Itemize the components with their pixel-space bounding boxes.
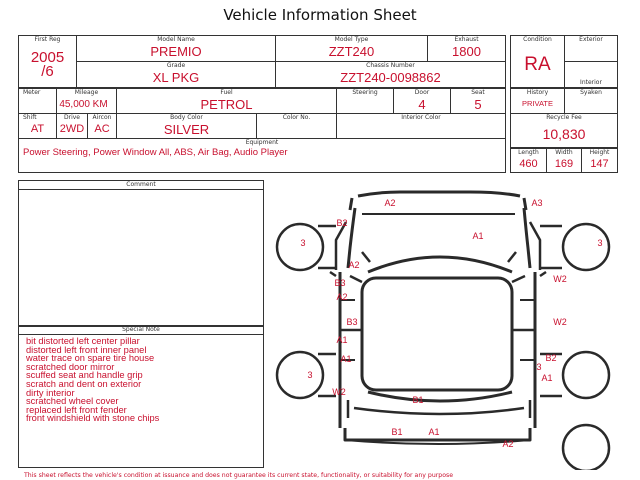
special-note-line: scratched door mirror (26, 361, 115, 372)
drive-cell (57, 114, 88, 139)
rear-left-wheel (277, 352, 323, 398)
special-note-line: water trace on spare tire house (26, 353, 155, 364)
dimensions-table (510, 148, 618, 173)
condition-table (510, 35, 618, 88)
exterior-label: Exterior (579, 36, 603, 43)
mileage-cell (57, 89, 117, 114)
interior-cell (565, 62, 618, 88)
interior-label: Interior (580, 79, 602, 86)
damage-mark: W2 (553, 317, 567, 327)
drive-value: 2WD (59, 123, 85, 135)
shift-label: Shift (23, 114, 37, 121)
special-note-list (19, 335, 263, 423)
width-cell (547, 149, 582, 173)
equipment-cell (19, 139, 506, 173)
mileage-value: 45,000 KM (59, 99, 108, 110)
special-note-box (18, 325, 264, 468)
damage-mark: W2 (553, 274, 567, 284)
fuel-label: Fuel (220, 89, 233, 96)
damage-mark: A1 (428, 427, 440, 437)
damage-mark: 3 (307, 370, 313, 380)
first-reg-year: 2005 (30, 49, 65, 66)
exhaust-cell (428, 36, 506, 62)
history-cell (511, 89, 565, 114)
mileage-label: Mileage (74, 89, 99, 96)
aircon-cell (88, 114, 117, 139)
grade-label: Grade (166, 62, 186, 69)
special-note-label: Special Note (19, 326, 263, 335)
interior-color-label: Interior Color (401, 114, 441, 121)
model-name-label: Model Name (157, 36, 195, 43)
recycle-fee-cell (511, 114, 618, 148)
condition-cell (511, 36, 565, 88)
history-table (510, 88, 618, 148)
special-note-line: distorted left front inner panel (26, 344, 147, 355)
damage-mark: A2 (348, 260, 360, 270)
syaken-label: Syaken (580, 89, 602, 96)
damage-mark: A1 (340, 354, 352, 364)
special-note-line: scratched wheel cover (26, 396, 119, 407)
history-label: History (526, 89, 549, 96)
comment-value (19, 190, 263, 192)
special-note-line: scuffed seat and handle grip (26, 370, 143, 381)
special-note-line: scratch and dent on exterior (26, 378, 142, 389)
specs-table-2 (18, 113, 506, 173)
special-note-line: front windshield with stone chips (26, 413, 160, 424)
exhaust-value: 1800 (452, 44, 481, 59)
body-color-cell (117, 114, 257, 139)
damage-mark: B1 (412, 395, 424, 405)
first-reg-month: /6 (41, 63, 54, 80)
fuel-cell (117, 89, 337, 114)
car-damage-diagram (265, 178, 640, 470)
recycle-fee-value: 10,830 (542, 126, 586, 142)
length-label: Length (518, 149, 539, 156)
first-reg-label: First Reg (34, 36, 61, 43)
exterior-cell (565, 36, 618, 62)
width-label: Width (555, 149, 573, 156)
seat-label: Seat (471, 89, 485, 96)
model-name-value: PREMIO (150, 44, 202, 59)
syaken-cell (565, 89, 618, 114)
damage-mark: A3 (531, 198, 543, 208)
steering-label: Steering (352, 89, 378, 96)
width-value: 169 (554, 158, 574, 170)
equipment-value: Power Steering, Power Window All, ABS, Air Bag, Audio Player (23, 147, 288, 158)
height-cell (582, 149, 618, 173)
damage-mark: B3 (346, 317, 358, 327)
drive-label: Drive (64, 114, 80, 121)
chassis-cell (276, 62, 506, 88)
damage-mark: B2 (545, 353, 557, 363)
grade-cell (77, 62, 276, 88)
model-type-cell (276, 36, 428, 62)
interior-color-cell (337, 114, 506, 139)
damage-mark: A1 (336, 335, 348, 345)
sheet-title: Vehicle Information Sheet (223, 6, 417, 24)
door-value: 4 (418, 97, 426, 112)
seat-cell (451, 89, 506, 114)
damage-mark: 3 (536, 362, 542, 372)
aircon-label: Aircon (92, 114, 112, 121)
damage-mark: A2 (336, 292, 348, 302)
rear-right-wheel (563, 352, 609, 398)
recycle-fee-label: Recycle Fee (546, 114, 582, 121)
comment-label: Comment (19, 181, 263, 190)
door-cell (394, 89, 451, 114)
body-color-label: Body Color (170, 114, 203, 121)
damage-mark: A1 (472, 231, 484, 241)
door-label: Door (414, 89, 430, 96)
height-value: 147 (590, 158, 609, 170)
aircon-value: AC (94, 123, 110, 135)
comment-box (18, 180, 264, 327)
equipment-label: Equipment (245, 139, 279, 146)
model-type-value: ZZT240 (328, 44, 375, 59)
history-value: PRIVATE (522, 99, 553, 108)
damage-mark: 3 (300, 238, 306, 248)
seat-value: 5 (474, 97, 482, 112)
disclaimer-footer: This sheet reflects the vehicle's condition at issuance and does not guarantee its current state, functionality, or suitability for any purpose (24, 472, 454, 479)
shift-cell (19, 114, 57, 139)
model-type-label: Model Type (334, 36, 369, 43)
body-color-value: SILVER (163, 122, 210, 137)
spare-wheel (563, 425, 609, 470)
length-value: 460 (519, 158, 538, 170)
first-reg-cell (19, 36, 77, 88)
exhaust-label: Exhaust (454, 36, 479, 43)
damage-mark: B3 (334, 278, 346, 288)
meter-label: Meter (23, 89, 41, 96)
damage-mark: A2 (384, 198, 396, 208)
condition-value: RA (524, 54, 551, 75)
special-note-line: replaced left front fender (26, 404, 127, 415)
shift-value: AT (30, 123, 45, 135)
color-no-cell (257, 114, 337, 139)
special-note-line: bit distorted left center pillar (26, 336, 140, 346)
model-name-cell (77, 36, 276, 62)
damage-mark: A1 (541, 373, 553, 383)
condition-label: Condition (523, 36, 552, 43)
chassis-label: Chassis Number (366, 62, 415, 69)
chassis-value: ZZT240-0098862 (340, 70, 441, 85)
vehicle-info-table (18, 35, 506, 88)
fuel-value: PETROL (200, 97, 253, 112)
steering-cell (337, 89, 394, 114)
damage-mark: A2 (502, 439, 514, 449)
meter-cell (19, 89, 57, 114)
height-label: Height (589, 149, 610, 156)
length-cell (511, 149, 547, 173)
damage-mark: B1 (391, 427, 403, 437)
special-note-line: dirty interior (26, 387, 75, 398)
color-no-label: Color No. (282, 114, 311, 121)
damage-mark: W2 (332, 387, 346, 397)
damage-mark: 3 (597, 238, 603, 248)
damage-mark: B2 (336, 218, 348, 228)
grade-value: XL PKG (152, 70, 200, 85)
specs-table (18, 88, 506, 114)
